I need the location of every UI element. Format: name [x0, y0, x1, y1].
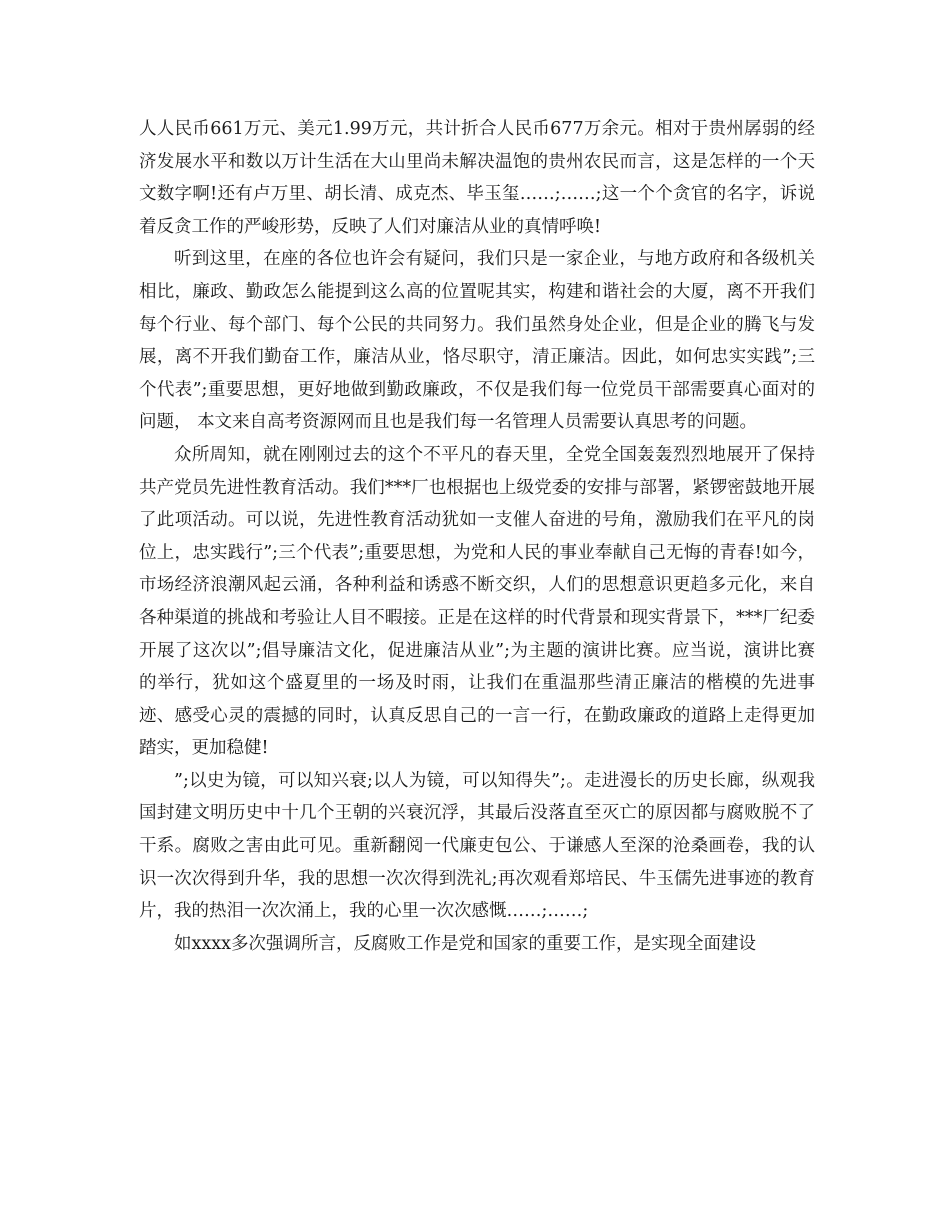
paragraph-4: ”;以史为镜，可以知兴衰;以人为镜，可以知得失”;。走进漫长的历史长廊，纵观我国封建文明历史中十几个王朝的兴衰沉浮，其最后没落直至灭亡的原因都与腐败脱不了干系。腐败之害由此可见。重新翻阅一代廉吏包公、于谦感人至深的沧桑画卷，我的认识一次次得到升华，我的思想一次次得到洗礼;再次观看郑培民、牛玉儒先进事迹的教育片，我的热泪一次次涌上，我的心里一次次感慨……;……;	[139, 770, 815, 922]
document-body	[139, 113, 815, 960]
paragraph-3: 众所周知，就在刚刚过去的这个不平凡的春天里，全党全国轰轰烈烈地展开了保持共产党员先进性教育活动。我们***厂也根据也上级党委的安排与部署，紧锣密鼓地开展了此项活动。可以说，先进性教育活动犹如一支催人奋进的号角，激励我们在平凡的岗位上，忠实践行”;三个代表”;重要思想，为党和人民的事业奉献自己无悔的青春!如今，市场经济浪潮风起云涌，各种利益和诱惑不断交织，人们的思想意识更趋多元化，来自各种渠道的挑战和考验让人目不暇接。正是在这样的时代背景和现实背景下，***厂纪委开展了这次以”;倡导廉洁文化，促进廉洁从业”;为主题的演讲比赛。应当说，演讲比赛的举行，犹如这个盛夏里的一场及时雨，让我们在重温那些清正廉洁的楷模的先进事迹、感受心灵的震撼的同时，认真反思自己的一言一行，在勤政廉政的道路上走得更加踏实，更加稳健!	[139, 444, 815, 759]
paragraph-5: 如xxxx多次强调所言，反腐败工作是党和国家的重要工作，是实现全面建设	[174, 933, 756, 954]
paragraph-1: 人人民币661万元、美元1.99万元，共计折合人民币677万余元。相对于贵州孱弱的经济发展水平和数以万计生活在大山里尚未解决温饱的贵州农民而言，这是怎样的一个天文数字啊!还有卢万里、胡长清、成克杰、毕玉玺……;……;这一个个贪官的名字，诉说着反贪工作的严峻形势，反映了人们对廉洁从业的真情呼唤!	[139, 119, 815, 237]
paragraph-2: 听到这里，在座的各位也许会有疑问，我们只是一家企业，与地方政府和各级机关相比，廉政、勤政怎么能提到这么高的位置呢其实，构建和谐社会的大厦，离不开我们每个行业、每个部门、每个公民的共同努力。我们虽然身处企业，但是企业的腾飞与发展，离不开我们勤奋工作，廉洁从业，恪尽职守，清正廉洁。因此，如何忠实实践”;三个代表”;重要思想，更好地做到勤政廉政，不仅是我们每一位党员干部需要真心面对的问题， 本文来自高考资源网而且也是我们每一名管理人员需要认真思考的问题。	[139, 249, 815, 433]
